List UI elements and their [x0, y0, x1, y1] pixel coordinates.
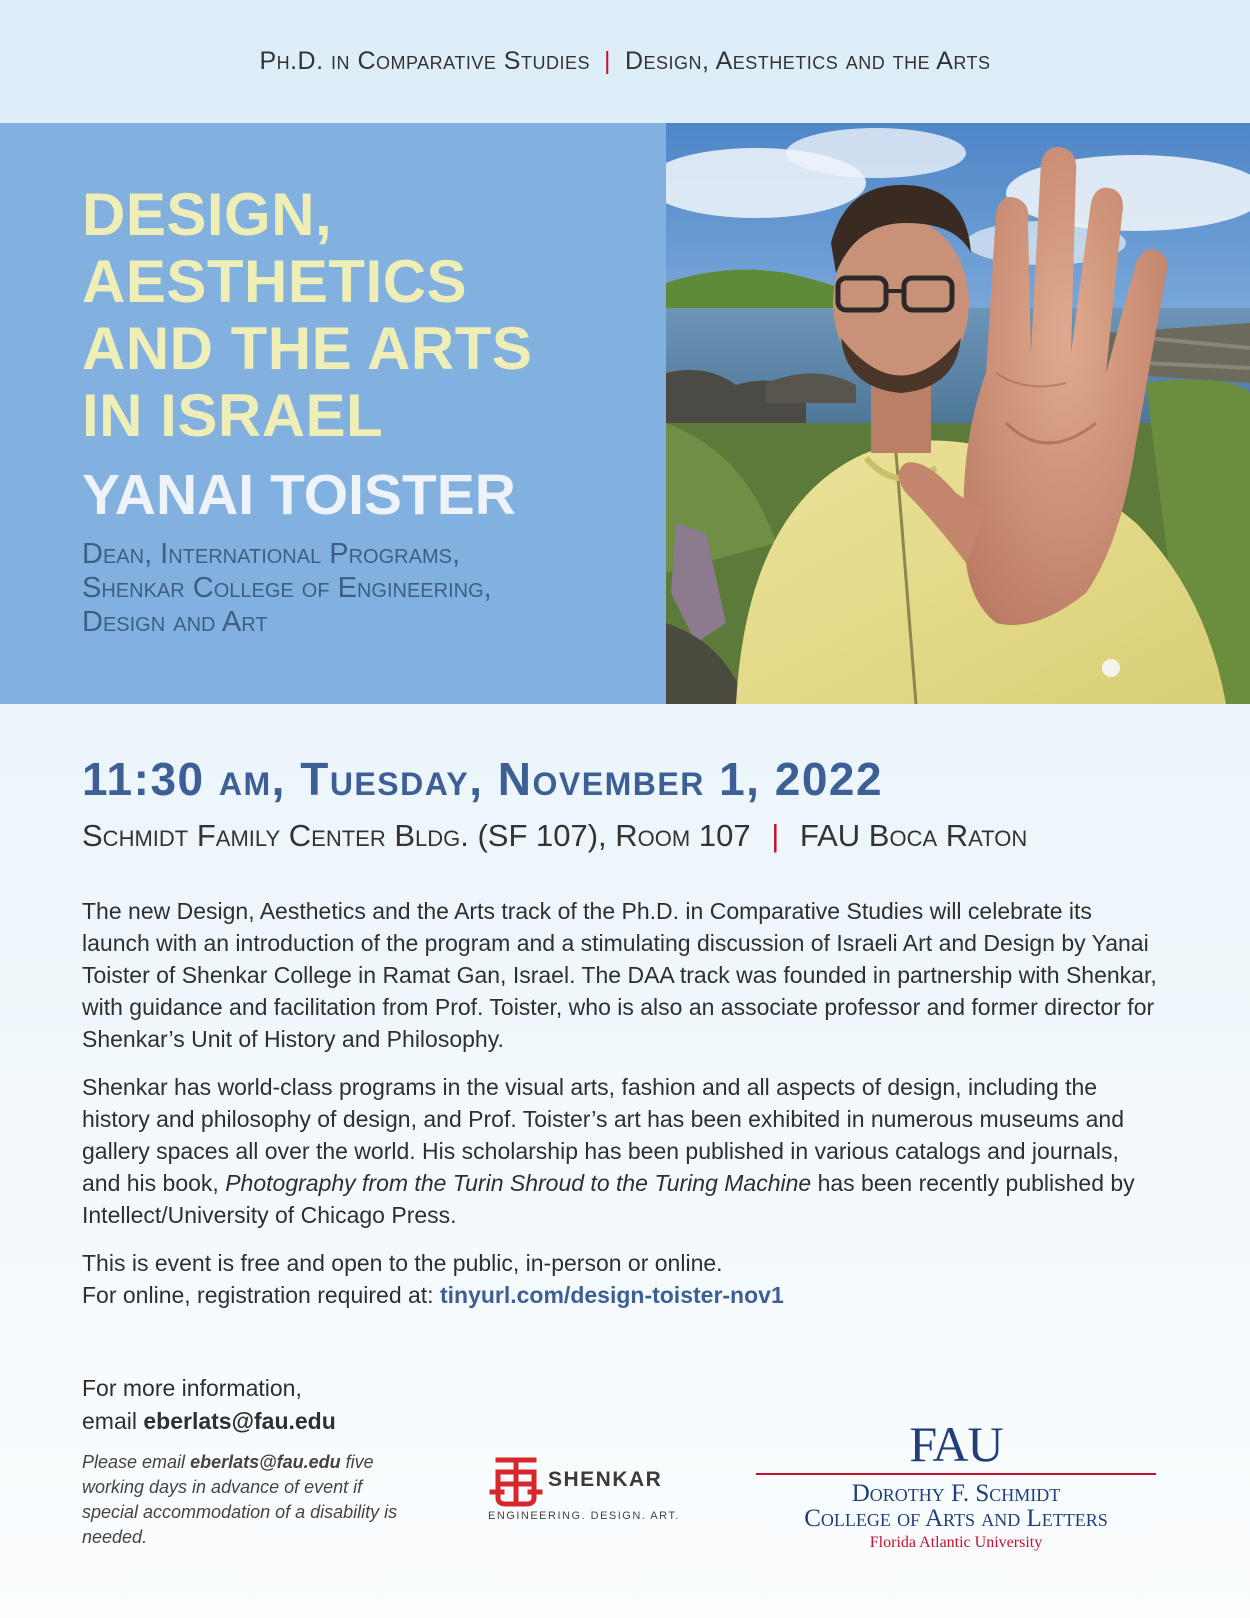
portrait-photo-icon: [666, 123, 1250, 704]
fau-university-name: Florida Atlantic University: [869, 1534, 1043, 1551]
fau-college-name: Dorothy F. Schmidt: [851, 1480, 1061, 1507]
role-line: Shenkar College of Engineering,: [82, 572, 492, 604]
registration-paragraph: This is event is free and open to the public, in-person or online. For online, registration required at: tinyurl.com/design-toister-nov1: [82, 1250, 784, 1308]
accommodation-note: Please email eberlats@fau.edu five working days in advance of event if special accommodation of a disability is needed.: [82, 1452, 398, 1547]
contact-email-link[interactable]: eberlats@fau.edu: [143, 1408, 336, 1434]
description-paragraph: Shenkar has world-class programs in the visual arts, fashion and all aspects of design, including the history and philosophy of design, and Prof. Toister’s art has been exhibited in numerous museums and gallery spaces all over the world. His scholarship has been published in various catalogs and journals, and his book, Photography from the Turin Shroud to the Turing Machine has been recently published by Intellect/University of Chicago Press.: [82, 1074, 1135, 1228]
event-datetime: 11:30 am, Tuesday, November 1, 2022: [82, 753, 884, 805]
title-line: DESIGN,: [82, 181, 333, 248]
shenkar-name: SHENKAR: [548, 1468, 663, 1491]
title-line: IN ISRAEL: [82, 382, 384, 449]
shenkar-tagline: ENGINEERING. DESIGN. ART.: [488, 1510, 680, 1522]
role-line: Dean, International Programs,: [82, 538, 461, 570]
fau-logo: [756, 1416, 1156, 1551]
header-program: Ph.D. in Comparative Studies: [259, 47, 590, 75]
event-campus: FAU Boca Raton: [799, 818, 1028, 853]
contact-info: For more information, email eberlats@fau.edu: [82, 1375, 336, 1434]
event-venue: Schmidt Family Center Bldg. (SF 107), Room 107: [82, 818, 751, 853]
speaker-role: [82, 537, 642, 639]
fau-mark: FAU: [909, 1416, 1003, 1472]
description-paragraph: The new Design, Aesthetics and the Arts track of the Ph.D. in Comparative Studies will celebrate its launch with an introduction of the program and a stimulating discussion of Israeli Art and Design by Yanai Toister of Shenkar College in Ramat Gan, Israel. The DAA track was founded in partnership with Shenkar, with guidance and facilitation from Prof. Toister, who is also an associate professor and former director for Shenkar’s Unit of History and Philosophy.: [82, 898, 1157, 1052]
title-line: AESTHETICS: [82, 248, 468, 315]
title-line: AND THE ARTS: [82, 315, 533, 382]
speaker-name: YANAI TOISTER: [82, 463, 516, 527]
header-divider: |: [603, 47, 611, 75]
header-track: Design, Aesthetics and the Arts: [624, 47, 991, 75]
fau-divider: [756, 1473, 1156, 1475]
venue-divider: |: [771, 818, 780, 853]
header-bar: [0, 0, 1250, 123]
accommodation-email-link[interactable]: eberlats@fau.edu: [190, 1452, 341, 1472]
shenkar-logo: [488, 1446, 688, 1536]
event-location: [82, 818, 1027, 854]
fau-college-name: College of Arts and Letters: [804, 1505, 1108, 1532]
registration-link[interactable]: tinyurl.com/design-toister-nov1: [439, 1282, 784, 1308]
event-description: [82, 895, 1162, 1327]
speaker-photo: [666, 123, 1250, 704]
role-line: Design and Art: [82, 606, 268, 638]
hero-panel: [0, 123, 666, 704]
shenkar-emblem-icon: [488, 1454, 544, 1510]
event-title: [82, 181, 642, 449]
book-title: Photography from the Turin Shroud to the Turing Machine: [225, 1170, 812, 1196]
contact-line: For more information,: [82, 1375, 302, 1401]
